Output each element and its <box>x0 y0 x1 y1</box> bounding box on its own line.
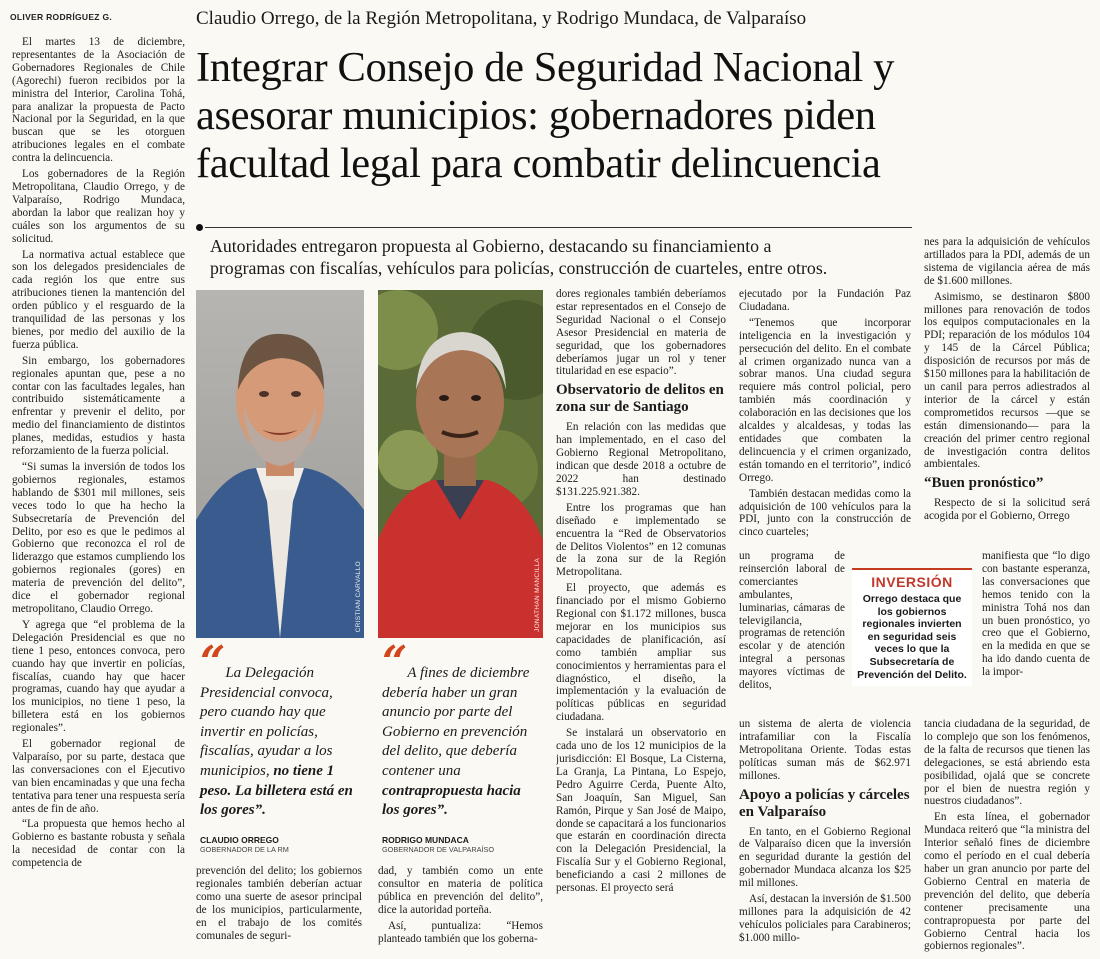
quote-mark-icon: “ <box>382 637 408 688</box>
paragraph: Entre los programas que han diseñado e implementado se encuentra la “Red de Observatorios de Delitos Violentos” en 12 comunas de la zona sur de la Región Metropolitana. <box>556 501 726 579</box>
headline-line-3: facultad legal para combatir delincuencia <box>196 140 881 187</box>
column-3-bottom <box>378 865 543 948</box>
paragraph: manifiesta que “lo digo con bastante esperanza, las conversaciones que hemos tenido con la ministra Tohá nos dan un buen pronóstico, yo creo que el Gobierno, en la medida en que se ha ido dando cuenta de la impor- <box>982 550 1090 679</box>
column-5 <box>739 288 911 542</box>
box-title: INVERSIÓN <box>871 574 953 590</box>
paragraph: Se instalará un observatorio en cada uno de los 12 municipios de la jurisdicción: El Bosque, La Cisterna, La Granja, La Pintana, Lo Espejo, Pedro Aguirre Cerda, Puente Alto, San Joaquín, San Miguel, San Ramón, Pirque y San José de Maipo, donde se capacitará a los funcionarios que estarán en coordinación directa con la Delegación Presidencial, la Fiscalía Sur y el Gobierno Regional, beneficiando a casi 2 millones de personas. El proyecto será <box>556 727 726 895</box>
paragraph: tancia ciudadana de la seguridad, de lo complejo que son los fenómenos, de la falta de recursos que tienen las delegaciones, se está abriendo esta posibilidad, ojalá que se concrete por el bien de nuestra región y nuestros ciudadanos”. <box>924 718 1090 808</box>
paragraph: Sin embargo, los gobernadores regionales apuntan que, pese a no contar con las facultades legales, han contribuido sistemáticamente a enfrentar y prevenir el delito, por medio del financiamiento de distintos planes, medidas, estudios y hasta reforzamiento de la fuerza policial. <box>12 354 185 458</box>
subheadline <box>210 236 910 279</box>
section-title-valparaiso: Apoyo a policías y cárceles en Valparaíso <box>739 786 910 820</box>
photo-credit-2: JONATHAN MANCILLA <box>534 558 541 632</box>
paragraph: Respecto de si la solicitud será acogida por el Gobierno, Orrego <box>924 497 1090 523</box>
quote-author-name: RODRIGO MUNDACA <box>382 834 469 845</box>
section-title-observatorio: Observatorio de delitos en zona sur de Santiago <box>556 382 724 416</box>
column-6 <box>924 236 1090 526</box>
paragraph: nes para la adquisición de vehículos artillados para la PDI, además de un sistema de vigilancia aérea de más de $1.600 millones. <box>924 236 1090 287</box>
paragraph: un programa de reinserción laboral de comerciantes ambulantes, luminarias, cámaras de televigilancia, programas de retención escolar y de atención integral a personas mayores víctimas de delitos, <box>739 550 845 692</box>
kicker: Claudio Orrego, de la Región Metropolitana, y Rodrigo Mundaca, de Valparaíso <box>196 8 807 29</box>
subheadline-line-2: programas con fiscalías, vehículos para policías, construcción de cuarteles, entre otros. <box>210 257 828 278</box>
quote-mark-icon: “ <box>200 637 226 688</box>
paragraph: También destacan medidas como la adquisición de 100 vehículos para la PDI, junto con la construcción de cinco cuarteles; <box>739 487 911 539</box>
quote-author-name: CLAUDIO ORREGO <box>200 834 279 845</box>
headline <box>196 44 1096 188</box>
paragraph: “La propuesta que hemos hecho al Gobierno es bastante robusta y señala la necesidad de contar con la competencia de <box>12 818 185 870</box>
column-4 <box>556 288 726 954</box>
quote-author-role: GOBERNADOR DE VALPARAÍSO <box>382 844 495 854</box>
inversion-box <box>852 568 972 686</box>
box-text: Orrego destaca que los gobiernos regionales invierten en seguridad seis veces lo que la Subsecretaría de Prevención del Delito. <box>857 593 967 681</box>
paragraph: ejecutado por la Fundación Paz Ciudadana. <box>739 288 911 313</box>
column-5-lower <box>739 718 911 954</box>
paragraph: En esta línea, el gobernador Mundaca reiteró que “la ministra del Interior señaló fines de diciembre como el período en el cual debería haber un gran anuncio por parte del Gobierno Central en materia de prevención del delito, que debería contener precisamente una contrapropuesta por parte del Gobierno Central hacia los gobiernos regionales”. <box>924 811 1090 953</box>
photo-rodrigo-mundaca <box>378 290 543 638</box>
paragraph: El martes 13 de diciembre, representantes de la Asociación de Gobernadores Regionales de Chile (Agorechi) fueron recibidos por la ministra del Interior, Carolina Tohá, para analizar la propuesta de Pacto Nacional por la Seguridad, en la que buscan que se les otorguen atribuciones legales en el combate contra la delincuencia. <box>12 36 185 165</box>
paragraph: Los gobernadores de la Región Metropolitana, Claudio Orrego, y de Valparaíso, Rodrigo Mundaca, abordan la labor que realizan hoy y cuáles son los argumentos de su solicitud. <box>12 168 185 245</box>
photo-credit-1: CRISTIAN CARVALLO <box>355 560 362 632</box>
section-title-buen-pronostico: “Buen pronóstico” <box>924 475 1044 492</box>
quote-text: “A fines de diciembre debería haber un gran anuncio por parte del Gobierno en prevención del delito, que debería contener una contrapropuesta hacia los gores”. <box>382 637 530 819</box>
column-6-lower <box>924 718 1090 954</box>
paragraph: prevención del delito; los gobiernos regionales también deberían actuar como una suerte de asesor principal de los municipios, particularmente, en el trabajo de los comités comunales de seguri- <box>196 865 362 942</box>
paragraph: un sistema de alerta de violencia intrafamiliar con la Fiscalía Metropolitana Oriente. Todas estas políticas suman más de $62.971 millones. <box>739 718 911 782</box>
photo-claudio-orrego <box>196 290 364 638</box>
portrait-mundaca-image <box>378 290 543 638</box>
paragraph: La normativa actual establece que son los delegados presidenciales de cada región los que entre sus atribuciones tienen la mantención del orden público y el resguardo de la tranquilidad de las personas y los bienes, por medio del auxilio de la fuerza pública. <box>12 248 185 351</box>
quote-text: “La Delegación Presidencial convoca, pero cuando hay que invertir en policías, fiscalías, ayudar a los municipios, no tiene 1 peso. La billetera está en los gores”. <box>200 637 353 819</box>
column-1 <box>12 36 185 954</box>
column-5-wrap <box>739 550 845 695</box>
paragraph: En tanto, en el Gobierno Regional de Valparaíso dicen que la inversión en seguridad durante la gestión del gobernador Mundaca alcanza los $25 mil millones. <box>739 825 911 890</box>
paragraph: El gobernador regional de Valparaíso, por su parte, destaca que las conversaciones con el Ejecutivo van bien encaminadas y que una fecha tentativa para tener una respuesta sería antes de fin de año. <box>12 738 185 815</box>
paragraph: Así, destacan la inversión de $1.500 millones para la adquisición de 42 vehículos policiales para Carabineros; $1.000 millo- <box>739 893 911 944</box>
column-6-wrap <box>982 550 1090 682</box>
paragraph: “Si sumas la inversión de todos los gobiernos regionales, estamos hablando de $301 mil millones, seis veces todo lo que ha hecho la Subsecretaría de Prevención del Delito, por eso es que le pedimos al Gobierno que reconozca el rol de liderazgo que estamos cumpliendo los gobiernos regionales (gores) en materia de prevención del delito”, dice el gobernador regional metropolitano, Claudio Orrego. <box>12 461 185 615</box>
rule-bullet-icon <box>196 224 203 231</box>
pull-quote-mundaca <box>382 637 540 854</box>
byline: OLIVER RODRÍGUEZ G. <box>10 12 113 22</box>
headline-line-2: asesorar municipios: gobernadores piden <box>196 92 876 139</box>
paragraph: Así, puntualiza: “Hemos planteado también que los goberna- <box>378 919 543 945</box>
paragraph: El proyecto, que además es financiado por el mismo Gobierno Regional con $1.172 millones, busca mejorar en los municipios sus capacidades de planificación, así como también ampliar sus conocimientos y herramientas para el diagnóstico, el diseño, la implementación y la evaluación de políticas públicas en seguridad ciudadana. <box>556 582 726 724</box>
paragraph: Asimismo, se destinaron $800 millones para renovación de todos los equipos computacionales en la PDI; reparación de los módulos 104 y 145 de la Cárcel Pública; disposición de recursos por más de $150 millones para la habilitación de un canil para perros adiestrados al interior de la cárcel y están comprometidos recursos —que se están dimensionando— para la creación del primer centro regional de investigación contra delitos ambientales. <box>924 290 1090 471</box>
headline-rule <box>205 227 912 228</box>
paragraph: dad, y también como un ente consultor en materia de política pública en prevención del delito”, dice la autoridad porteña. <box>378 865 543 916</box>
pull-quote-orrego <box>200 637 358 854</box>
paragraph: “Tenemos que incorporar inteligencia en la investigación y persecución del delito. En el combate al crimen organizado nunca van a sobrar manos. Una ciudad segura requiere más control policial, pero también más coordinación y colaboración en las decisiones que los alcaldes y alcaldesas, y todas las entidades que combaten la delincuencia y el crimen organizado, están tomando en el territorio”, indicó Orrego. <box>739 316 911 484</box>
column-2-bottom <box>196 865 362 945</box>
subheadline-line-1: Autoridades entregaron propuesta al Gobierno, destacando su financiamiento a <box>210 236 772 256</box>
headline-line-1: Integrar Consejo de Seguridad Nacional y <box>196 44 895 91</box>
paragraph: Y agrega que “el problema de la Delegación Presidencial es que no tiene 1 peso, entonces convoca, pero cuando hay que invertir en policías, fiscalías, cuando hay que hacer programas, cuando hay que ayudar a los municipios, no tiene 1 peso, la billetera está en los gobiernos regionales”. <box>12 618 185 735</box>
portrait-orrego-image <box>196 290 364 638</box>
quote-author-role: GOBERNADOR DE LA RM <box>200 844 289 854</box>
paragraph: En relación con las medidas que han implementado, en el caso del Gobierno Regional Metropolitano, indican que desde 2018 a octubre de 2022 han destinado $131.225.921.382. <box>556 421 726 498</box>
paragraph: dores regionales también deberíamos estar representados en el Consejo de Seguridad Nacional o el Consejo Asesor Presidencial en materia de seguridad, que los gobernadores deberíamos jugar un rol y tener titularidad en ese espacio”. <box>556 288 726 378</box>
